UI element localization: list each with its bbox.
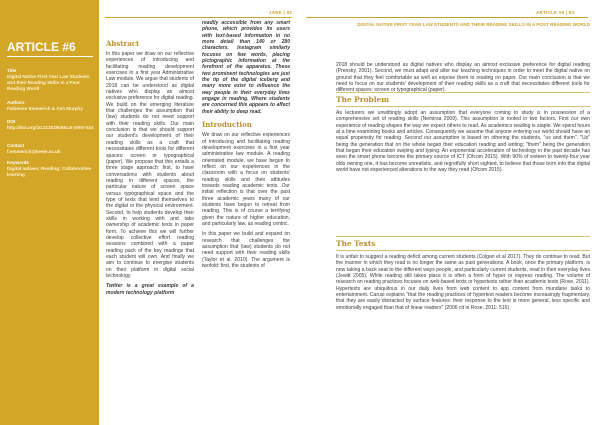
left-running-head: JADE | 92 [268,10,292,15]
keywords-value: Digital natives; Reading; Collaborative learning [7,166,91,178]
left-page-header [99,0,300,16]
intro-italic-text: readily accessible from any smart phone, which provides its users with text-based information in no more detail than 140 or 280 characters. Instagram similarly focuses on few words, placing pictographic information at the forefront of the apparatus. These two prominent technologies are just the tip of the digital iceberg and many more exist to influence the way people in their everyday lives engage in reading. Where students are concerned this appears to affect their ability to deep read. [202,20,290,115]
keywords-block [7,160,95,178]
article-number: ARTICLE #6 [7,40,76,54]
texts-heading: The Texts [336,239,376,248]
title-block [7,68,95,92]
problem-rule-bottom [336,106,590,107]
title-value: Digital Native First Year Law Students and their Reading Skills in a Post Reading World [7,74,90,92]
right-paragraph-1: 2018 should be understood as digital natives who display an almost exclusive preference for digital reading (Prensky, 2001). Second, we must adapt and alter our teaching techniques in order to meet the digital native on ground that they feel comfortable as well as expose them to reading on paper. Our main conclusion is that we need to focus on our students' development of their reading skills as a craft that necessitates different tools for different spaces: screen or typographical (paper). [336,62,590,94]
introduction-paragraph-1: We draw on our reflective experiences of introducing and facilitating reading development exercises in a first year administrative law module. A reading orientated module, we have begun to reflect on our experiences in the classroom with a focus on students' reading skills and their attitudes towards reading academic texts. Our initial reflection is that over the past three academic years many of our students have begun to retreat from reading. This is of course a terrifying given the nature of higher education, and particularly law, as reading centric. [202,132,290,227]
introduction-column [202,20,290,273]
right-running-head: ARTICLE #6 | 93 [536,10,575,15]
authors-label: Authors [7,100,25,105]
contact-block [7,143,95,155]
texts-rule-top [336,236,590,237]
texts-text: It is unfair to suggest a reading deficit among current students (Colgan et al 2017). They do continue to read. But the manner in which they read is no longer the same as past generations. A book, once the primary platform, is now taking a back seat to the different ways people, and particularly current students, read in their everyday lives (Jewitt 2005). While reading still takes place it is often a form of hyper or express reading. The volume of research on reading practices focuses on web-based texts or hypertexts rather than academic texts (Rose, 2011). Hypertexts are ubiquitous in our daily lives from web content to app content from mundane tasks to entertainment. Carusi explains "that the reading practices of hypertext readers become increasingly fragmentary, that they are easily distracted by surface features: their response to the text is more general, less specific and emotionally engaged than that of linear readers" (2006 cit in Rose, 2011: 516). [336,254,590,311]
contact-email-link[interactable]: f.emmerich@keele.ac.uk [7,149,61,155]
abstract-text: In this paper we draw on our reflective experiences of introducing and facilitating reading development exercises in a first year Administrative Law module. We argue that students of 2018 can be understood as digital natives who display an almost exclusive preference for digital reading. We build on the emerging literature that challenges the assumption that (law) students do not need support with their reading skills. Our main conclusion is that we should support our student's development of their reading skills as a craft that necessitates different tools for different spaces: screen or typographical (paper). We propose that this entails a three stage approach: first, to have conversations with students about reading in different spaces, the particular nature of screen space versus typographical space and the type of texts that lend themselves to the digital or the physical environment. Second, to help students develop their skills in working with and take ownership of academic texts in paper form. To achieve this we will further develop collective effort reading sessions combined with a paper reading pack of the key readings that each student will own. And finally we aim to continue to energise students on their platform in digital social technology. [106,51,194,280]
texts-rule-bottom [336,250,590,251]
right-page-header [300,0,600,16]
abstract-column [106,40,194,300]
doi-label: DOI [7,119,16,124]
problem-heading: The Problem [336,95,390,104]
introduction-paragraph-2: In this paper we build and expand on research that challenges the assumption that (law) students do not need support with their reading skills (Taylor et al. 2010). The argument is twofold: first, the students of [202,231,290,270]
doi-block [7,119,95,131]
doi-link[interactable]: http://doi.org/10.21252/KEELE-0000-034 [7,125,94,131]
running-subtitle: DIGITAL NATIVE FIRST YEAR LAW STUDENTS AND THEIR READING SKILLS IN A POST READING WORLD [357,22,590,27]
left-header-rule [105,17,292,18]
introduction-heading: Introduction [202,120,252,130]
title-label: Title [7,68,17,73]
keywords-label: Keywords [7,160,29,165]
authors-block [7,100,95,112]
abstract-heading: Abstract [106,39,140,48]
authors-value: Fabienne Emmerich & Ash Murphy [7,106,83,112]
article-sidebar [0,0,99,425]
twitter-text: Twitter is a great example of a modern technology platform [106,283,194,296]
problem-text: As lecturers we unwittingly adopt an assumption that everyone coming to study is in possession of a comprehensive set of reading skills (Nemirsa 2009). This assumption is rooted in two factors. First our own experience of reading shapes the way we expect others to read. As academics reading is staple. We spend hours at a time examining books and articles. Consequently we assume that anyone entering our world should have an equal propensity for reading. Second our assumption is based on othering the students, "us and them". "Us" being the generation that on the whole began their education reading and writing; "them" being the generation that began their education swiping and typing. An exponential acceleration of technology in the past decade has seen the smart phone become the primary source of ICT (Ofcom 2015). With 90% of sixteen to twenty-four year olds owning one, it has become unrealistic, and regretfully short sighted, to believe that those born into this digital world have not experienced alterations to the way they read (Ofcom 2015). [336,110,590,174]
right-header-rule [306,17,588,18]
problem-rule-top [336,92,590,93]
sidebar-rule [7,56,93,57]
contact-label: Contact [7,143,25,148]
